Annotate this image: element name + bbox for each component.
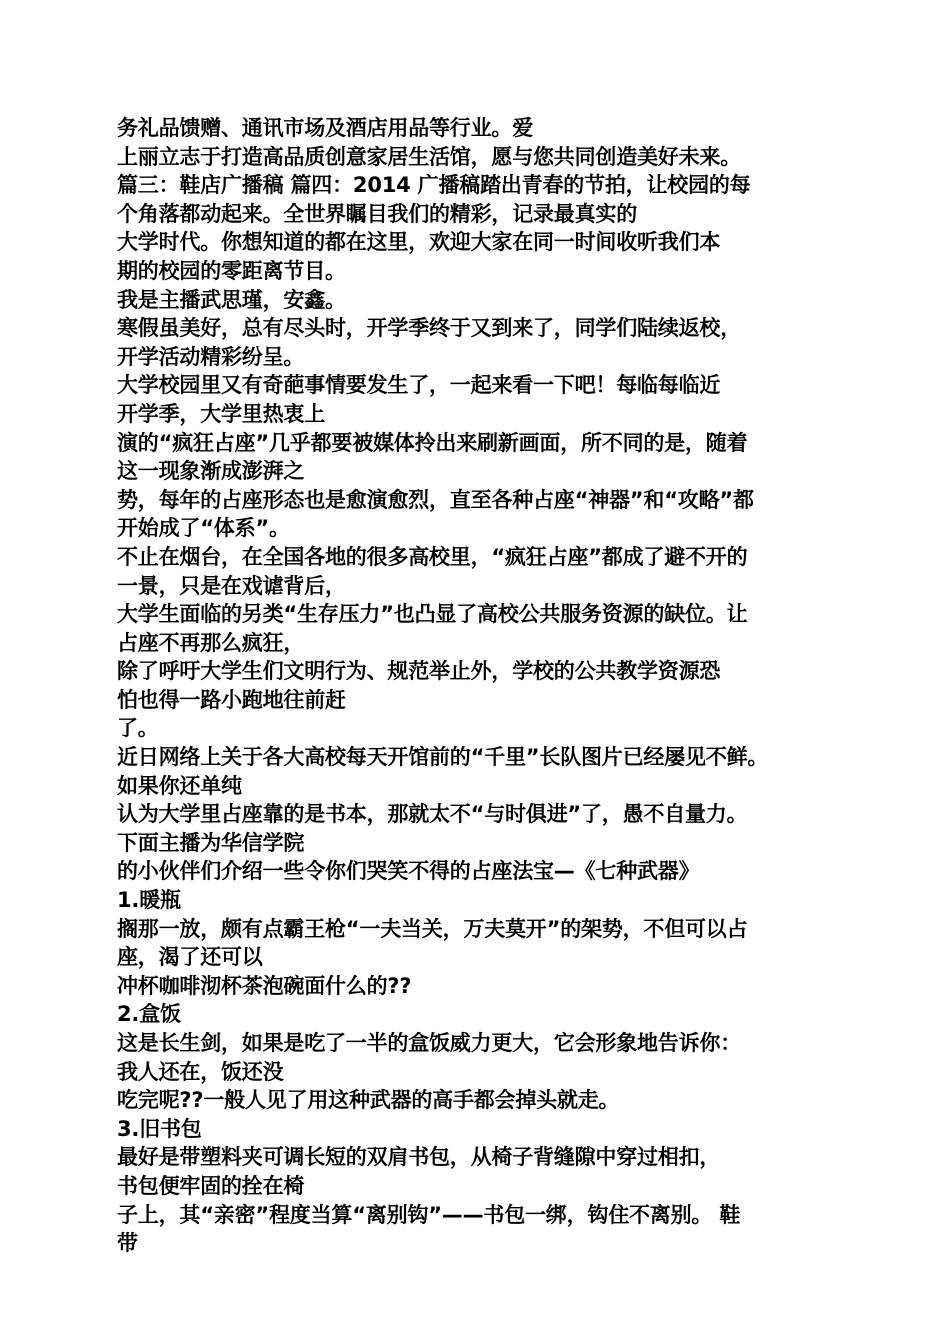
text-line: 一景，只是在戏谑背后， (117, 573, 346, 598)
text-line: 个角落都动起来。全世界瞩目我们的精彩，记录最真实的 (117, 201, 637, 226)
text-line: 这是长生剑，如果是吃了一半的盒饭威力更大，它会形象地告诉你： (117, 1031, 741, 1055)
text-line: 务礼品馈赠、通讯市场及酒店用品等行业。爱 (117, 116, 533, 140)
text-line: 大学时代。你想知道的都在这里，欢迎大家在同一时间收听我们本 (117, 230, 721, 255)
text-line: 这一现象渐成澎湃之 (117, 459, 305, 484)
text-line: 怕也得一路小跑地往前赶 (117, 687, 346, 712)
text-line: 搁那一放，颇有点霸王枪“一夫当关，万夫莫开”的架势，不但可以占 (117, 916, 748, 941)
text-line: 2.盒饭 (117, 1002, 181, 1027)
text-line: 1.暖瓶 (117, 888, 181, 913)
text-line: 上丽立志于打造高品质创意家居生活馆，愿与您共同创造美好未来。 (117, 144, 741, 169)
text-line: 带 (117, 1231, 138, 1256)
text-line: 开学季，大学里热衷上 (117, 401, 325, 426)
text-line: 开学活动精彩纷呈。 (117, 344, 305, 369)
text-line: 下面主播为华信学院 (117, 830, 305, 855)
text-line: 期的校园的零距离节目。 (117, 258, 346, 283)
text-line: 寒假虽美好，总有尽头时，开学季终于又到来了，同学们陆续返校， (117, 316, 741, 341)
text-line: 大学生面临的另类“生存压力”也凸显了高校公共服务资源的缺位。让 (117, 602, 748, 627)
text-line: 最好是带塑料夹可调长短的双肩书包，从椅子背缝隙中穿过相扣， (117, 1145, 721, 1170)
text-line: 势，每年的占座形态也是愈演愈烈，直至各种占座“神器”和“攻略”都 (117, 487, 754, 512)
text-line: 篇三：鞋店广播稿 篇四：2014 广播稿踏出青春的节拍，让校园的每 (117, 173, 751, 198)
text-line: 吃完呢??一般人见了用这种武器的高手都会掉头就走。 (117, 1088, 620, 1113)
text-line: 3.旧书包 (117, 1116, 202, 1141)
text-line: 冲杯咖啡沏杯茶泡碗面什么的?? (117, 973, 412, 998)
text-line: 如果你还单纯 (117, 773, 242, 798)
text-line: 我人还在，饭还没 (117, 1059, 284, 1084)
text-line: 认为大学里占座靠的是书本，那就太不“与时俱进”了，愚不自量力。 (117, 802, 748, 827)
text-line: 近日网络上关于各大高校每天开馆前的“千里”长队图片已经屡见不鲜。 (117, 745, 769, 770)
text-line: 了。 (117, 716, 159, 741)
text-line: 书包便牢固的拴在椅 (117, 1173, 305, 1198)
text-line: 子上，其“亲密”程度当算“离别钩”——书包一绑，钩住不离别。 鞋 (117, 1202, 741, 1227)
text-line: 开始成了“体系”。 (117, 516, 290, 541)
text-line: 大学校园里又有奇葩事情要发生了，一起来看一下吧！每临每临近 (117, 373, 721, 398)
text-line: 占座不再那么疯狂， (117, 630, 305, 655)
text-line: 座，渴了还可以 (117, 945, 263, 970)
text-line: 的小伙伴们介绍一些令你们哭笑不得的占座法宝—《七种武器》 (117, 859, 700, 884)
text-line: 我是主播武思瑾，安鑫。 (117, 287, 346, 312)
text-line: 除了呼吁大学生们文明行为、规范举止外，学校的公共教学资源恐 (117, 659, 721, 684)
text-line: 不止在烟台，在全国各地的很多高校里，“疯狂占座”都成了避不开的 (117, 544, 748, 569)
document-body (117, 114, 857, 1258)
text-line: 演的“疯狂占座”几乎都要被媒体拎出来刷新画面，所不同的是，随着 (117, 430, 748, 455)
